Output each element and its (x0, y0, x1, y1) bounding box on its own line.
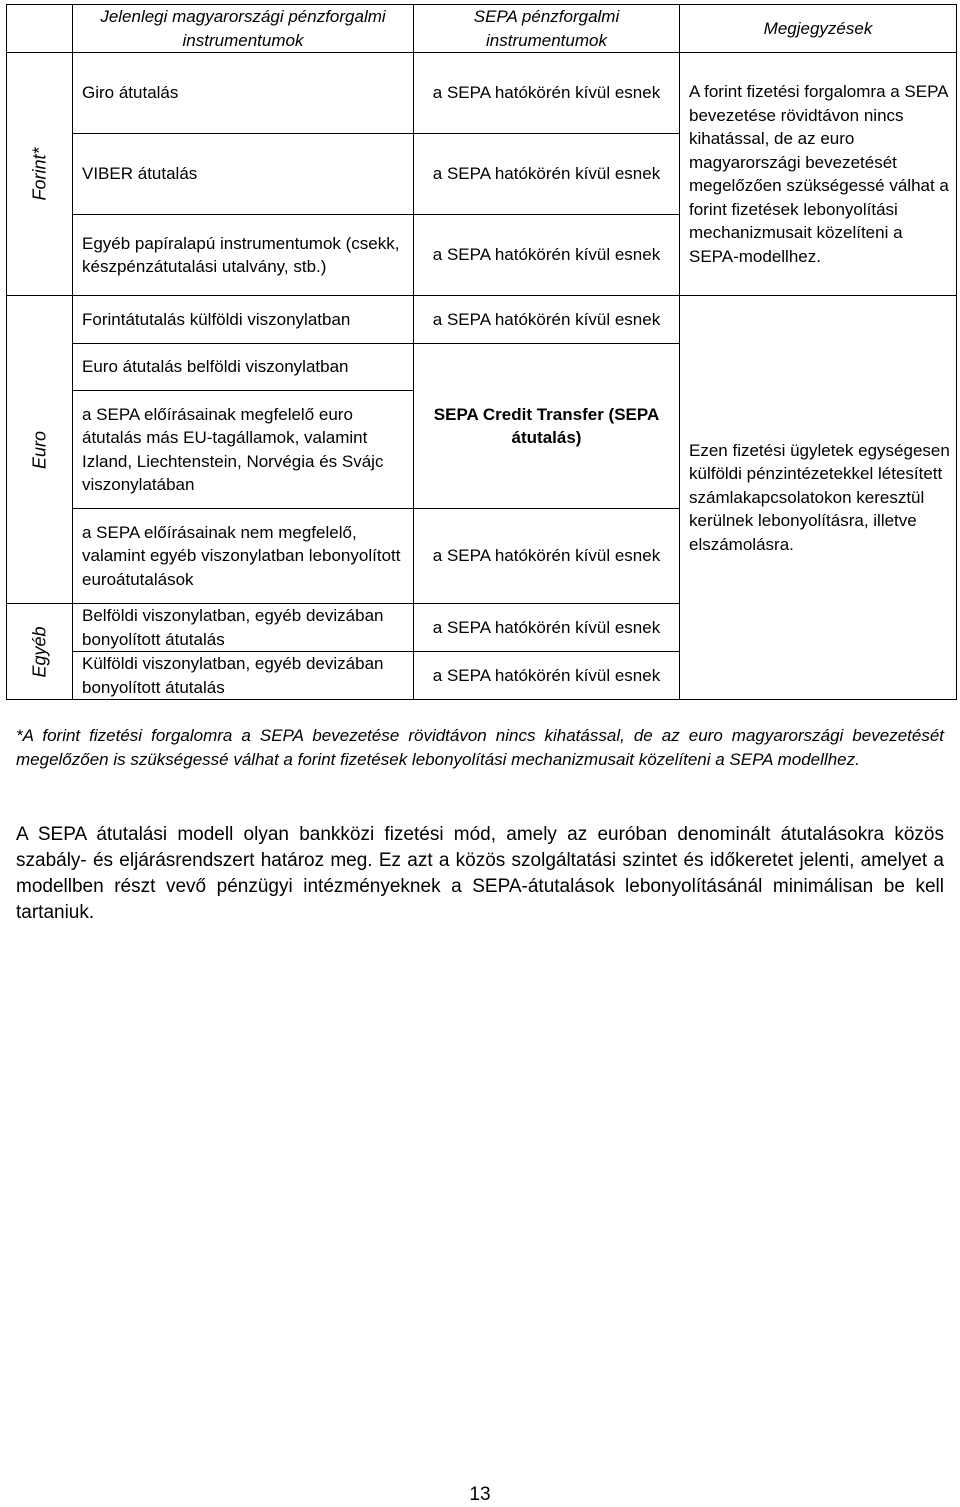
sepa-instrument-cell: a SEPA hatókörén kívül esnek (414, 652, 680, 700)
group-label-other: Egyéb (7, 604, 73, 700)
current-instrument-cell: Giro átutalás (73, 53, 414, 134)
header-blank (7, 5, 73, 53)
sepa-instrument-cell: a SEPA hatókörén kívül esnek (414, 134, 680, 215)
sepa-instrument-cell: a SEPA hatókörén kívül esnek (414, 53, 680, 134)
header-sepa-instruments: SEPA pénzforgalmi instrumentumok (414, 5, 680, 53)
page-number: 13 (469, 1484, 491, 1505)
body-paragraph: A SEPA átutalási modell olyan bankközi fizetési mód, amely az euróban denominált átutalásokra közös szabály- és eljárásrendszert határoz meg. Ez azt a közös szolgáltatási szintet és időkeretet jelenti, amelyet a modellben részt vevő pénzügyi intézményeknek a SEPA-átutalások lebonyolításánál minimálisan be kell tartaniuk. (16, 824, 944, 923)
sepa-instrument-cell: a SEPA hatókörén kívül esnek (414, 509, 680, 604)
header-current-instruments: Jelenlegi magyarországi pénzforgalmi instrumentumok (73, 5, 414, 53)
current-instrument-cell: Egyéb papíralapú instrumentumok (csekk, készpénzátutalási utalvány, stb.) (73, 215, 414, 296)
note-euro-other: Ezen fizetési ügyletek egységesen külföldi pénzintézetekkel létesített számlakapcsolatokon keresztül kerülnek lebonyolításra, illetve elszámolásra. (680, 296, 957, 700)
table-header-row (7, 5, 957, 53)
current-instrument-cell: a SEPA előírásainak nem megfelelő, valamint egyéb viszonylatban lebonyolított euroátutalások (73, 509, 414, 604)
current-instrument-cell: Külföldi viszonylatban, egyéb devizában bonyolított átutalás (73, 652, 414, 700)
table-row (7, 296, 957, 344)
sepa-instrument-cell: a SEPA hatókörén kívül esnek (414, 215, 680, 296)
sepa-instruments-table (6, 4, 957, 700)
current-instrument-cell: Forintátutalás külföldi viszonylatban (73, 296, 414, 344)
current-instrument-cell: Euro átutalás belföldi viszonylatban (73, 344, 414, 391)
current-instrument-cell: VIBER átutalás (73, 134, 414, 215)
current-instrument-cell: Belföldi viszonylatban, egyéb devizában bonyolított átutalás (73, 604, 414, 652)
header-notes: Megjegyzések (680, 5, 957, 53)
current-instrument-cell: a SEPA előírásainak megfelelő euro átutalás más EU-tagállamok, valamint Izland, Liechtenstein, Norvégia és Svájc viszonylatában (73, 391, 414, 509)
table-row (7, 53, 957, 134)
table-footnote: *A forint fizetési forgalomra a SEPA bevezetése rövidtávon nincs kihatással, de az euro magyarországi bevezetését megelőzően is szükségessé válhat a forint fizetések lebonyolítási mechanizmusait közelíteni a SEPA modellhez. (16, 726, 944, 769)
group-label-euro: Euro (7, 296, 73, 604)
sepa-credit-transfer-cell: SEPA Credit Transfer (SEPA átutalás) (414, 344, 680, 509)
note-forint: A forint fizetési forgalomra a SEPA bevezetése rövidtávon nincs kihatással, de az euro magyarországi bevezetését megelőzően szükségessé válhat a forint fizetések lebonyolítási mechanizmusait közelíteni a SEPA-modellhez. (680, 53, 957, 296)
group-label-forint: Forint* (7, 53, 73, 296)
sepa-instrument-cell: a SEPA hatókörén kívül esnek (414, 296, 680, 344)
sepa-instrument-cell: a SEPA hatókörén kívül esnek (414, 604, 680, 652)
